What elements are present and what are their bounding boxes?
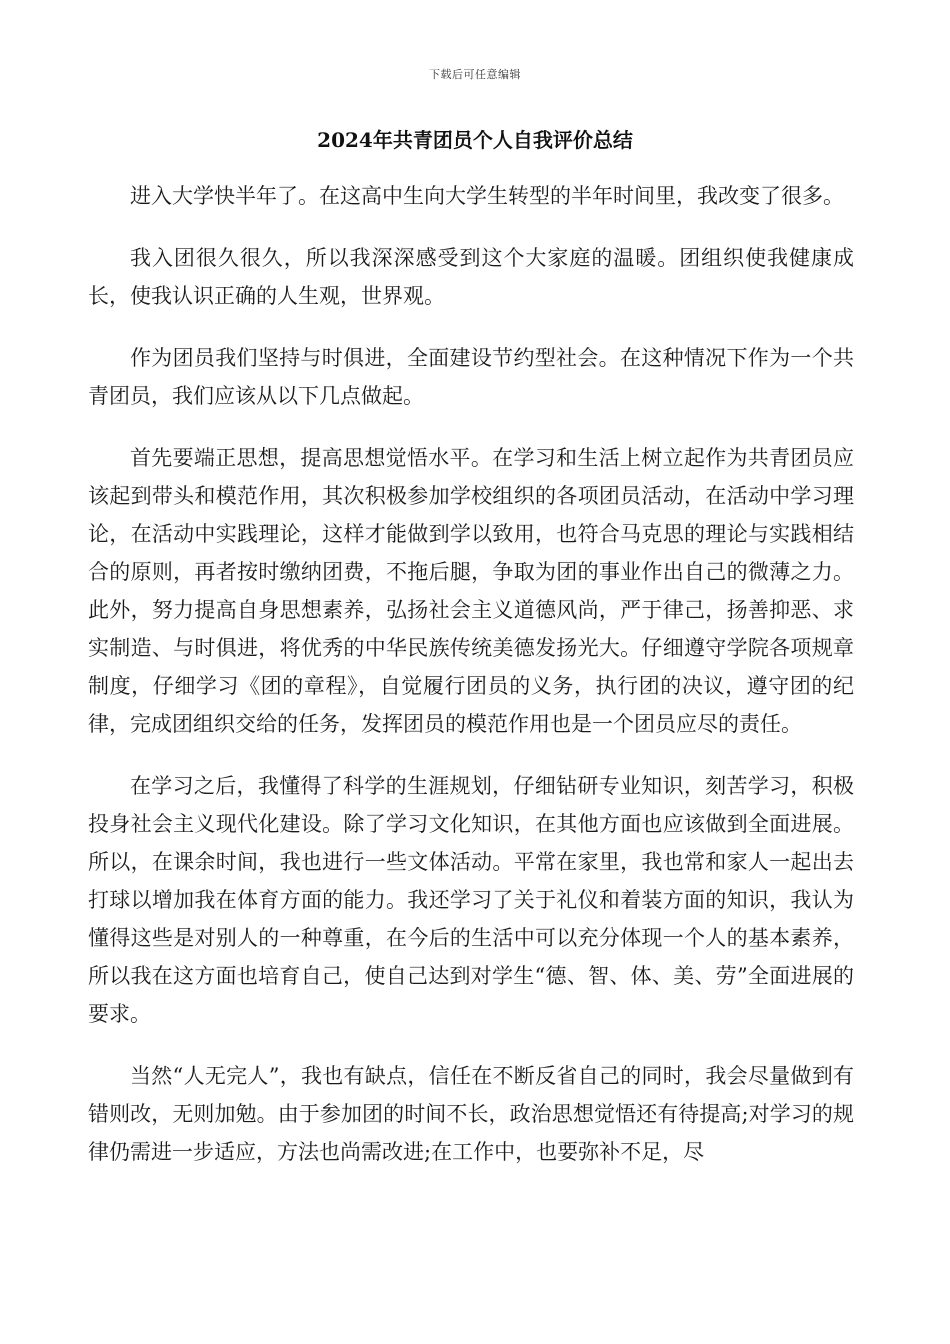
paragraph-intro: 进入大学快半年了。在这高中生向大学生转型的半年时间里，我改变了很多。 <box>130 184 844 208</box>
header-note: 下载后可任意编辑 <box>429 68 521 81</box>
paragraph-study: 在学习之后，我懂得了科学的生涯规划，仔细钻研专业知识，刻苦学习，积极投身社会主义现代化建设。除了学习文化知识，在其他方面也应该做到全面进展。所以，在课余时间，我也进行一些文体活动。平常在家里，我也常和家人一起出去打球以增加我在体育方面的能力。我还学习了关于礼仪和着装方面的知识，我认为懂得这些是对别人的一种尊重，在今后的生活中可以充分体现一个人的基本素养，所以我在这方面也培育自己，使自己达到对学生“德、智、体、美、劳”全面进展的要求。 <box>88 774 854 1026</box>
paragraph-joining-league: 我入团很久很久，所以我深深感受到这个大家庭的温暖。团组织使我健康成长，使我认识正确的人生观，世界观。 <box>88 246 854 308</box>
paragraph-as-member: 作为团员我们坚持与时俱进，全面建设节约型社会。在这种情况下作为一个共青团员，我们应该从以下几点做起。 <box>88 346 854 408</box>
paragraph-ideology: 首先要端正思想，提高思想觉悟水平。在学习和生活上树立起作为共青团员应该起到带头和模范作用，其次积极参加学校组织的各项团员活动，在活动中学习理论，在活动中实践理论，这样才能做到学以致用，也符合马克思的理论与实践相结合的原则，再者按时缴纳团费，不拖后腿，争取为团的事业作出自己的微薄之力。此外，努力提高自身思想素养，弘扬社会主义道德风尚，严于律己，扬善抑恶、求实制造、与时俱进，将优秀的中华民族传统美德发扬光大。仔细遵守学院各项规章制度，仔细学习《团的章程》，自觉履行团员的义务，执行团的决议，遵守团的纪律，完成团组织交给的任务，发挥团员的模范作用也是一个团员应尽的责任。 <box>88 446 854 736</box>
document-title: 2024年共青团员个人自我评价总结 <box>317 128 633 152</box>
paragraph-shortcomings: 当然“人无完人”，我也有缺点，信任在不断反省自己的同时，我会尽量做到有错则改，无则加勉。由于参加团的时间不长，政治思想觉悟还有待提高;对学习的规律仍需进一步适应，方法也尚需改进;在工作中，也要弥补不足，尽 <box>88 1064 854 1164</box>
document-body <box>88 177 854 1195</box>
